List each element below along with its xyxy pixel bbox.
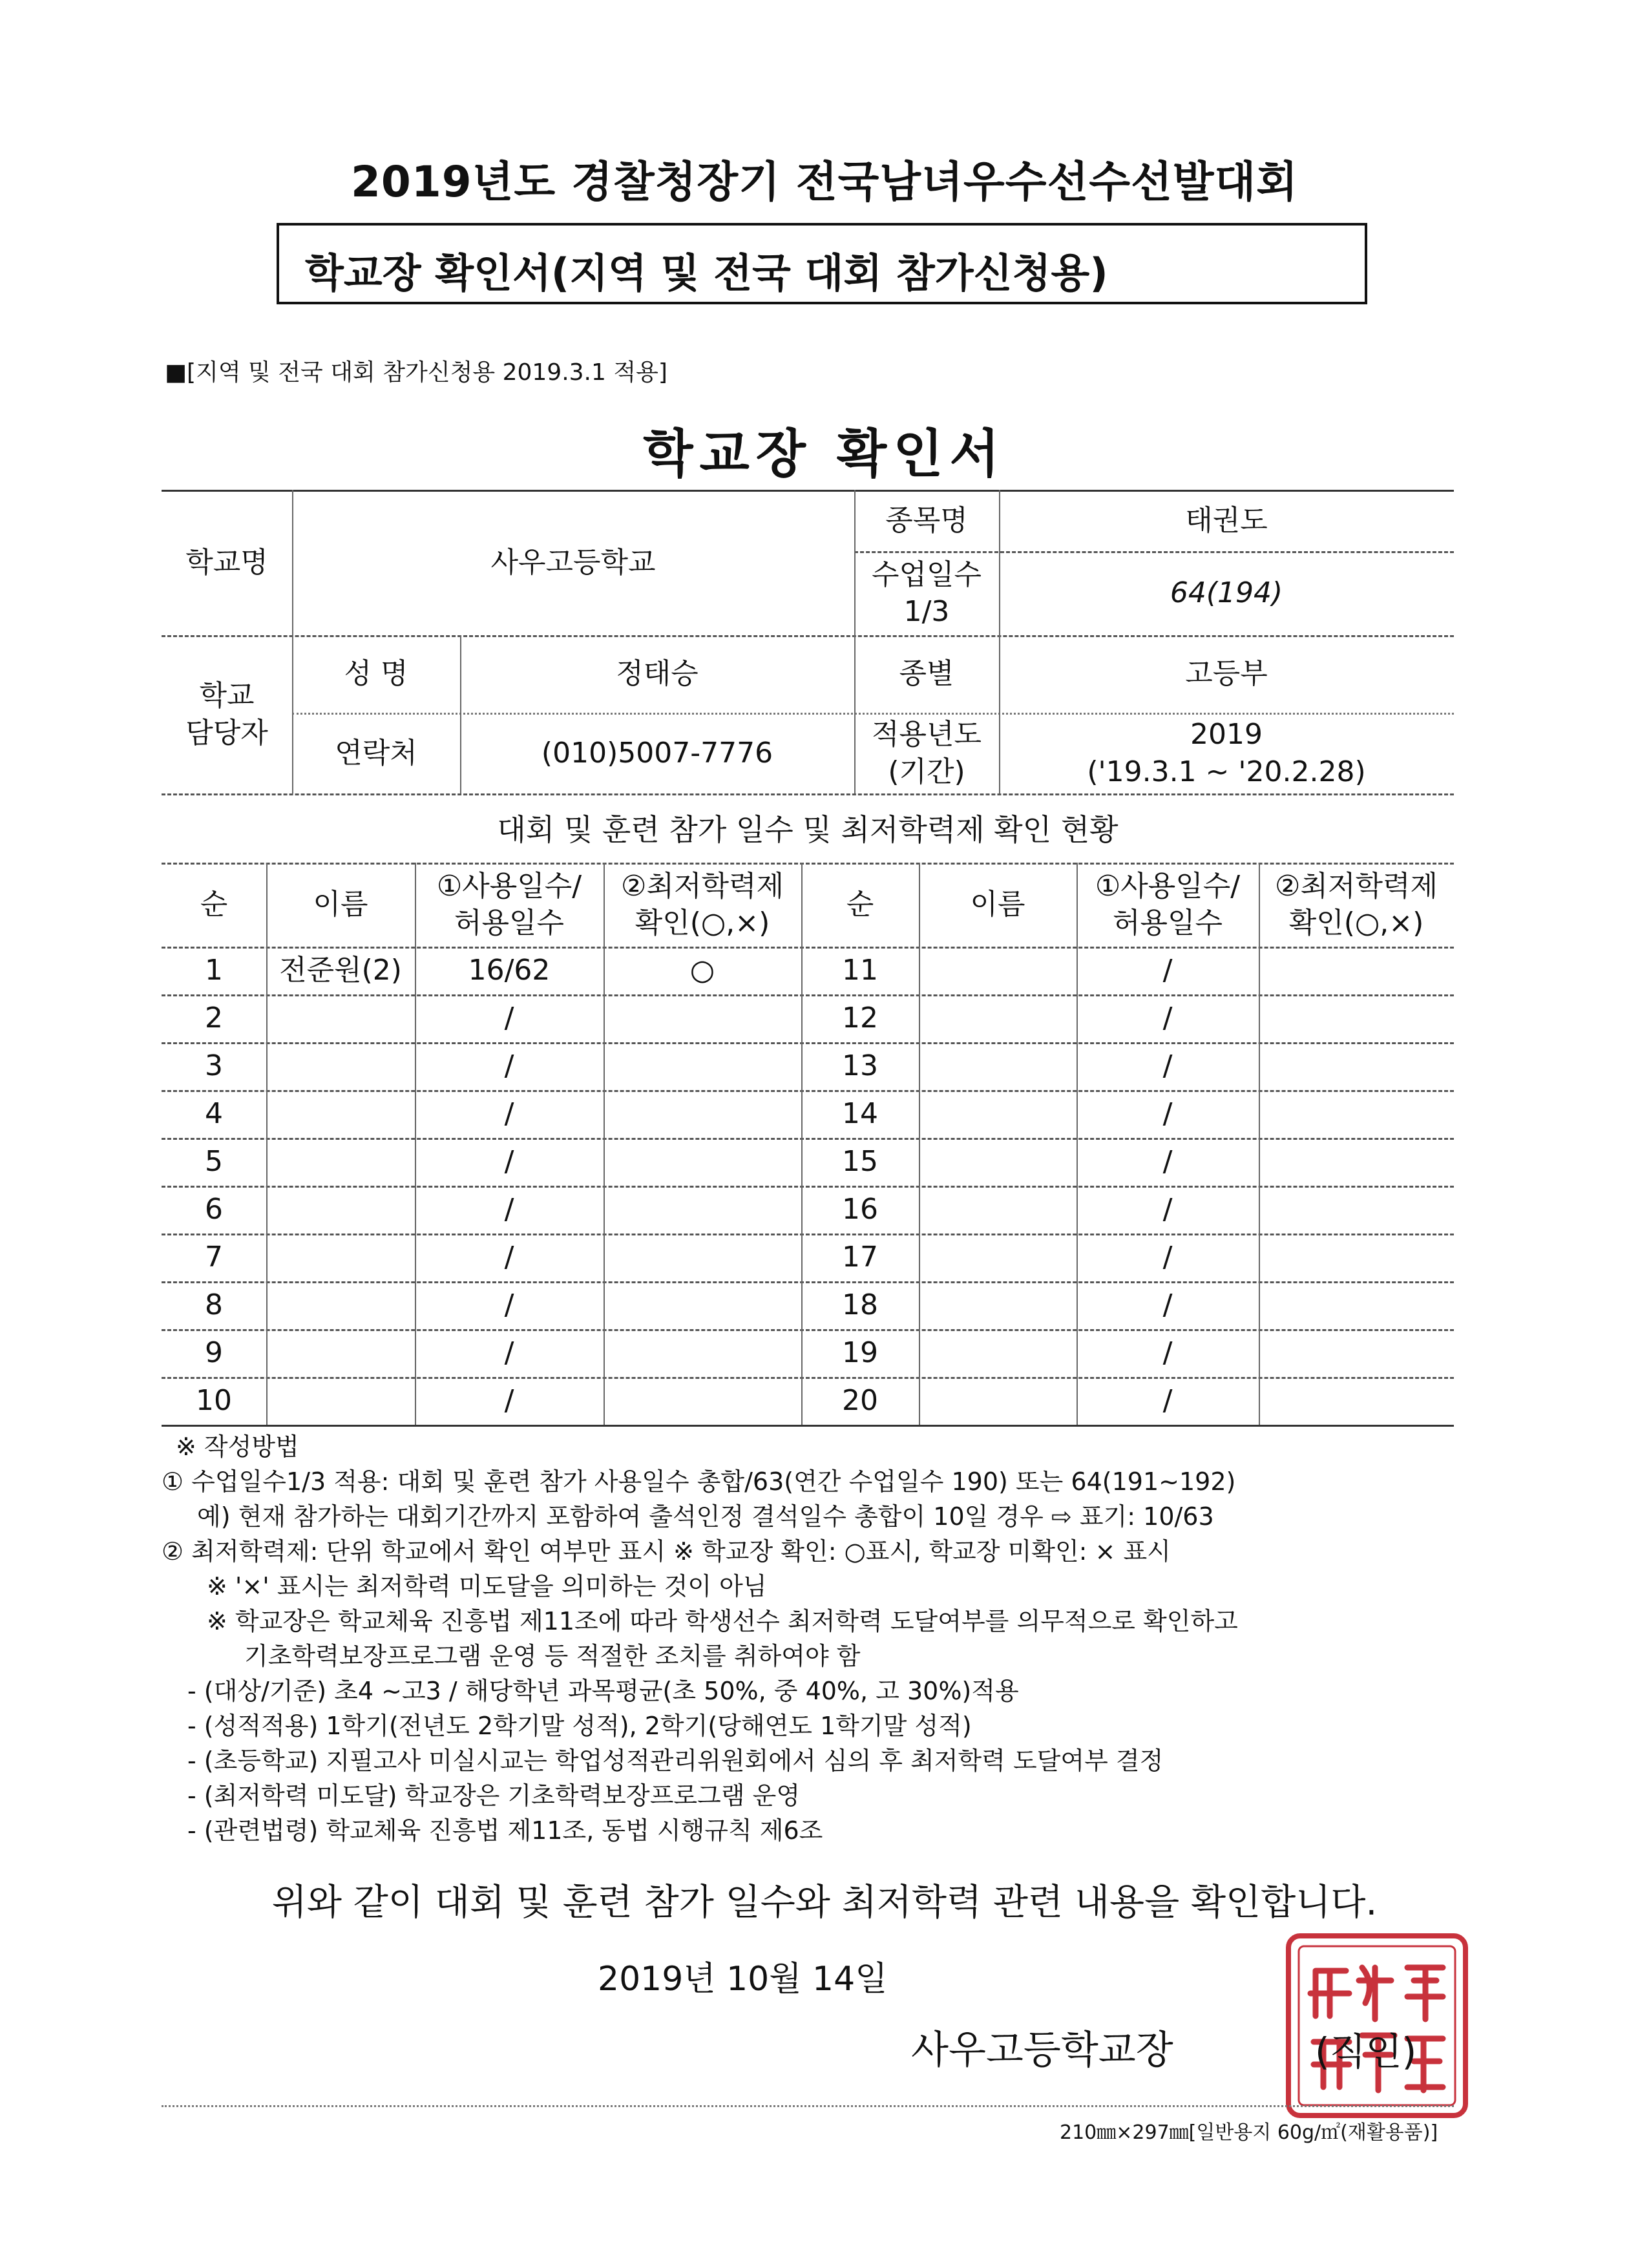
- row-check-cell: [604, 1281, 801, 1329]
- year-label: [854, 713, 999, 793]
- row-no-cell: 19: [842, 1336, 878, 1370]
- row-no-cell: 4: [205, 1097, 223, 1131]
- paper-spec-note: 210㎜×297㎜[일반용지 60g/㎡(재활용품)]: [1060, 2121, 1438, 2144]
- row-no-cell: 2: [205, 1002, 223, 1035]
- row-name-cell: [266, 1186, 415, 1234]
- row-no-cell: 16: [842, 1193, 878, 1226]
- year-value: [999, 713, 1454, 793]
- row-name-cell: [919, 1090, 1077, 1138]
- row-check-cell: [1259, 1377, 1454, 1425]
- row-no-cell: 10: [196, 1384, 232, 1418]
- row-check-cell: [1259, 1329, 1454, 1377]
- subtitle-box: [277, 223, 1367, 304]
- category-label: 종별: [899, 657, 954, 691]
- classdays-label-line1: 수업일수: [871, 558, 982, 591]
- year-label-line1: 적용년도: [871, 718, 982, 751]
- year-value-line2: ('19.3.1 ~ '20.2.28): [1087, 755, 1366, 788]
- row-no-cell: 11: [842, 954, 878, 987]
- row-name-cell: [266, 1090, 415, 1138]
- date: 2019년 10월 14일: [598, 1960, 888, 1999]
- row-name-cell: [919, 1042, 1077, 1090]
- row-days-cell: /: [1162, 1336, 1173, 1370]
- principal-name: 사우고등학교장: [911, 2028, 1173, 2073]
- row-no-cell: 17: [842, 1241, 878, 1274]
- row-days-cell: /: [1162, 1384, 1173, 1418]
- row-days-cell: /: [504, 1336, 514, 1370]
- header-days-right-line2: 허용일수: [1112, 907, 1223, 940]
- row-name-cell: [919, 1138, 1077, 1186]
- row-check-cell: [604, 1042, 801, 1090]
- header-check-right: [1259, 863, 1454, 947]
- seal-label: (직인): [1315, 2030, 1417, 2074]
- note-item: - (대상/기준) 초4 ~고3 / 해당학년 과목평균(초 50%, 중 40%, 고 30%)적용: [187, 1677, 1019, 1705]
- row-check-cell: [1259, 947, 1454, 994]
- header-days-right-line1: ①사용일수/: [1095, 869, 1241, 903]
- header-no-left: 순: [200, 888, 228, 921]
- year-value-line1: 2019: [1190, 718, 1263, 751]
- row-days-cell: /: [504, 1145, 514, 1179]
- row-name-cell: [266, 994, 415, 1042]
- row-check-cell: [1259, 1234, 1454, 1281]
- note-heading: ※ 작성방법: [176, 1433, 299, 1461]
- sport-value: 태권도: [1185, 503, 1268, 537]
- row-check-cell: [1259, 1042, 1454, 1090]
- row-check-cell: [1259, 1186, 1454, 1234]
- note-item: - (관련법령) 학교체육 진흥법 제11조, 동법 시행규칙 제6조: [187, 1816, 823, 1845]
- row-check-cell: [604, 1138, 801, 1186]
- header-no-right: 순: [846, 888, 874, 921]
- row-no-cell: 8: [205, 1288, 223, 1322]
- confirmation-text: 위와 같이 대회 및 훈련 참가 일수와 최저학력 관련 내용을 확인합니다.: [271, 1882, 1378, 1924]
- row-check-cell: [1259, 1138, 1454, 1186]
- column-divider: [919, 863, 920, 1425]
- row-check-cell: [604, 994, 801, 1042]
- header-days-left-line2: 허용일수: [454, 907, 564, 940]
- column-divider: [604, 863, 605, 1425]
- row-days-cell: /: [1162, 954, 1173, 987]
- row-check-cell: [1259, 1090, 1454, 1138]
- row-days-cell: 16/62: [468, 954, 551, 987]
- row-name-cell: [919, 1186, 1077, 1234]
- note-item: ※ '×' 표시는 최저학력 미도달을 의미하는 것이 아님: [207, 1572, 767, 1601]
- row-name-cell: [919, 947, 1077, 994]
- note-item: 기초학력보장프로그램 운영 등 적절한 조치를 취하여야 함: [244, 1642, 861, 1670]
- row-days-cell: /: [504, 1288, 514, 1322]
- row-no-cell: 14: [842, 1097, 878, 1131]
- row-days-cell: /: [504, 1241, 514, 1274]
- row-check-cell: [604, 1090, 801, 1138]
- column-divider: [266, 863, 268, 1425]
- row-name-cell: [919, 1234, 1077, 1281]
- row-days-cell: /: [1162, 1145, 1173, 1179]
- row-days-cell: /: [1162, 1288, 1173, 1322]
- phone-value: (010)5007-7776: [541, 736, 773, 770]
- row-no-cell: 20: [842, 1384, 878, 1418]
- row-no-cell: 15: [842, 1145, 878, 1179]
- contact-person-label-line1: 학교: [199, 679, 255, 713]
- row-name-cell: [266, 1042, 415, 1090]
- subtitle: 학교장 확인서(지역 및 전국 대회 참가신청용): [305, 249, 1108, 297]
- row-days-cell: /: [1162, 1097, 1173, 1131]
- phone-label: 연락처: [335, 736, 417, 770]
- row-no-cell: 3: [205, 1049, 223, 1083]
- row-days-cell: /: [1162, 1193, 1173, 1226]
- row-name-cell: [266, 1377, 415, 1425]
- row-name-cell: [919, 994, 1077, 1042]
- header-check-left-line2: 확인(○,×): [635, 907, 770, 940]
- header-check-left-line1: ②최저학력제: [621, 869, 784, 903]
- row-no-cell: 13: [842, 1049, 878, 1083]
- header-name-left: 이름: [313, 888, 368, 921]
- row-name-cell: [266, 1234, 415, 1281]
- row-no-cell: 12: [842, 1002, 878, 1035]
- row-name-cell: 전준원(2): [279, 954, 402, 987]
- school-value: 사우고등학교: [490, 545, 656, 579]
- row-days-cell: /: [1162, 1049, 1173, 1083]
- header-check-left: [604, 863, 801, 947]
- row-no-cell: 9: [205, 1336, 223, 1370]
- row-check-cell: [604, 1186, 801, 1234]
- row-no-cell: 6: [205, 1193, 223, 1226]
- classdays-label: [854, 551, 999, 635]
- row-check-cell: [604, 1234, 801, 1281]
- row-days-cell: /: [1162, 1002, 1173, 1035]
- row-divider: [162, 1425, 1454, 1427]
- year-label-line2: (기간): [888, 755, 965, 788]
- row-days-cell: /: [504, 1384, 514, 1418]
- header-days-left-line1: ①사용일수/: [436, 869, 582, 903]
- note-item: - (성적적용) 1학기(전년도 2학기말 성적), 2학기(당해연도 1학기말 성적): [187, 1712, 972, 1740]
- document-title: 학교장 확인서: [643, 424, 1006, 484]
- row-name-cell: [919, 1281, 1077, 1329]
- row-name-cell: [919, 1377, 1077, 1425]
- row-name-cell: [266, 1329, 415, 1377]
- main-title: 2019년도 경찰청장기 전국남녀우수선수선발대회: [350, 157, 1298, 207]
- row-days-cell: /: [504, 1002, 514, 1035]
- status-title: 대회 및 훈련 참가 일수 및 최저학력제 확인 현황: [497, 812, 1119, 848]
- header-check-right-line2: 확인(○,×): [1288, 907, 1424, 940]
- row-days-cell: /: [1162, 1241, 1173, 1274]
- name-label: 성 명: [344, 657, 408, 691]
- note-item: ① 수업일수1/3 적용: 대회 및 훈련 참가 사용일수 총합/63(연간 수업일수 190) 또는 64(191~192): [162, 1467, 1236, 1496]
- row-days-cell: /: [504, 1049, 514, 1083]
- row-name-cell: [266, 1138, 415, 1186]
- row-name-cell: [919, 1329, 1077, 1377]
- classdays-value: 64(194): [1170, 576, 1283, 610]
- row-days-cell: /: [504, 1097, 514, 1131]
- contact-person-label-line2: 담당자: [185, 716, 268, 750]
- contact-person-label: [162, 635, 292, 793]
- row-no-cell: 5: [205, 1145, 223, 1179]
- row-check-cell: [1259, 1281, 1454, 1329]
- apply-note: ■[지역 및 전국 대회 참가신청용 2019.3.1 적용]: [165, 359, 667, 386]
- column-divider: [415, 863, 416, 1425]
- column-divider: [801, 863, 803, 1425]
- name-value: 정태승: [616, 657, 698, 691]
- row-check-cell: [1259, 994, 1454, 1042]
- category-value: 고등부: [1185, 657, 1268, 691]
- row-check-cell: [604, 1329, 801, 1377]
- row-name-cell: [266, 1281, 415, 1329]
- school-label: 학교명: [185, 545, 268, 579]
- classdays-label-line2: 1/3: [903, 595, 950, 628]
- row-days-cell: /: [504, 1193, 514, 1226]
- row-check-cell: [604, 1377, 801, 1425]
- header-days-right: [1077, 863, 1259, 947]
- row-check-cell: ○: [689, 954, 715, 987]
- note-item: - (초등학교) 지필고사 미실시교는 학업성적관리위원회에서 심의 후 최저학력 도달여부 결정: [187, 1747, 1164, 1775]
- column-divider: [1077, 863, 1078, 1425]
- note-item: 예) 현재 참가하는 대회기간까지 포함하여 출석인정 결석일수 총합이 10일 경우 ⇨ 표기: 10/63: [197, 1502, 1214, 1531]
- note-item: ② 최저학력제: 단위 학교에서 확인 여부만 표시 ※ 학교장 확인: ○표시, 학교장 미확인: × 표시: [162, 1537, 1171, 1566]
- header-days-left: [415, 863, 604, 947]
- row-no-cell: 1: [205, 954, 223, 987]
- row-no-cell: 7: [205, 1241, 223, 1274]
- note-item: ※ 학교장은 학교체육 진흥법 제11조에 따라 학생선수 최저학력 도달여부를 의무적으로 확인하고: [207, 1607, 1238, 1635]
- row-no-cell: 18: [842, 1288, 878, 1322]
- note-item: - (최저학력 미도달) 학교장은 기초학력보장프로그램 운영: [187, 1781, 801, 1810]
- header-check-right-line1: ②최저학력제: [1275, 869, 1438, 903]
- sport-label: 종목명: [885, 503, 968, 537]
- column-divider: [1259, 863, 1260, 1425]
- header-name-right: 이름: [970, 888, 1025, 921]
